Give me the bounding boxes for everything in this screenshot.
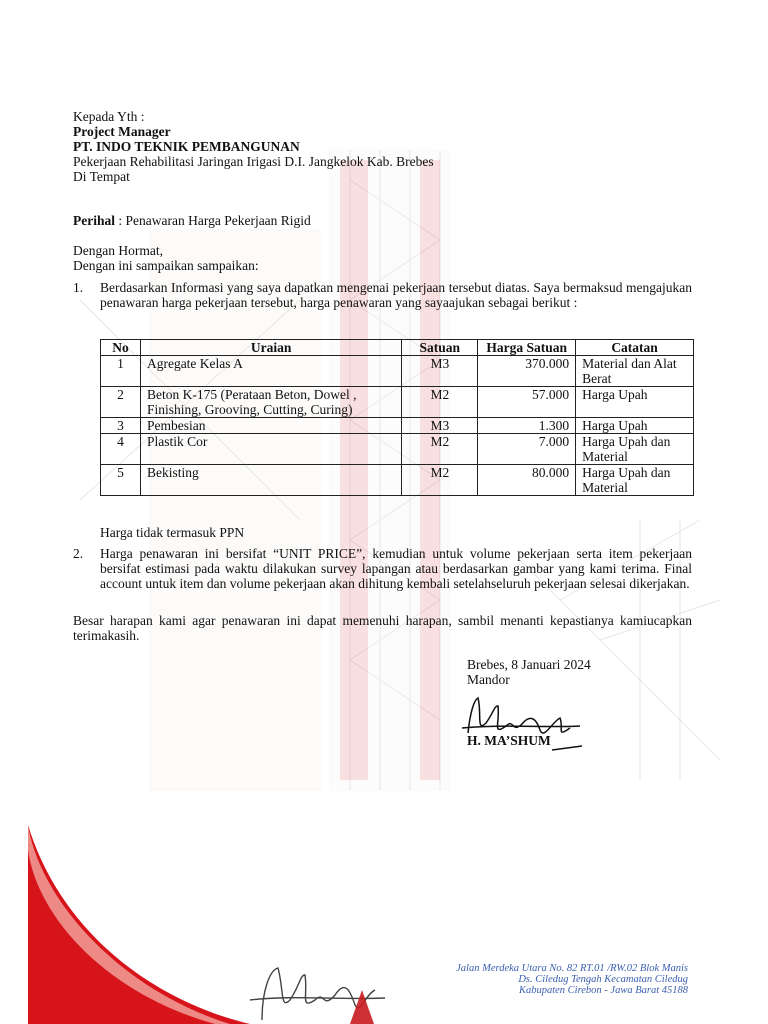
cell-uraian: Beton K-175 (Perataan Beton, Dowel , Finishing, Grooving, Cutting, Curing) <box>140 387 401 418</box>
intro-text: Dengan ini sampaikan sampaikan: <box>73 258 259 273</box>
greeting: Dengan Hormat, <box>73 243 163 258</box>
cell-uraian: Pembesian <box>140 418 401 434</box>
tax-note: Harga tidak termasuk PPN <box>100 525 245 540</box>
header-catatan: Catatan <box>576 340 694 356</box>
point-1-number: 1. <box>73 280 84 295</box>
cell-no: 5 <box>101 465 141 496</box>
cell-harga: 1.300 <box>478 418 576 434</box>
signer-name: H. MA’SHUM <box>467 733 551 748</box>
subject-label: Perihal <box>73 213 115 228</box>
subject-line <box>73 213 311 228</box>
cell-satuan: M2 <box>402 465 478 496</box>
cell-catatan: Harga Upah <box>576 387 694 418</box>
letter-date: Brebes, 8 Januari 2024 <box>467 657 591 672</box>
header-uraian: Uraian <box>140 340 401 356</box>
cell-satuan: M3 <box>402 356 478 387</box>
cell-uraian: Agregate Kelas A <box>140 356 401 387</box>
recipient-title: Project Manager <box>73 124 171 139</box>
price-table <box>100 339 694 496</box>
cell-no: 1 <box>101 356 141 387</box>
recipient-place: Di Tempat <box>73 169 130 184</box>
point-2-number: 2. <box>73 546 84 561</box>
table-header-row <box>101 340 694 356</box>
recipient-company: PT. INDO TEKNIK PEMBANGUNAN <box>73 139 300 154</box>
cell-catatan: Harga Upah <box>576 418 694 434</box>
cell-harga: 80.000 <box>478 465 576 496</box>
table-row <box>101 418 694 434</box>
point-2-text: Harga penawaran ini bersifat “UNIT PRICE”, kemudian untuk volume pekerjaan serta item pekerjaan bersifat estimasi pada waktu dilakukan survey lapangan atau berdasarkan gambar yang kami terima. Final account untuk item dan volume pekerjaan akan dihitung kembali setelahseluruh pekerjaan selesai dikerjakan. <box>100 546 692 591</box>
cell-catatan: Material dan Alat Berat <box>576 356 694 387</box>
cell-catatan: Harga Upah dan Material <box>576 434 694 465</box>
address-line-1: Jalan Merdeka Utara No. 82 RT.01 /RW.02 Blok Manis <box>456 963 688 974</box>
cell-harga: 57.000 <box>478 387 576 418</box>
header-harga-satuan: Harga Satuan <box>478 340 576 356</box>
signer-role: Mandor <box>467 672 510 687</box>
cell-catatan: Harga Upah dan Material <box>576 465 694 496</box>
cell-no: 2 <box>101 387 141 418</box>
recipient-salutation: Kepada Yth : <box>73 109 145 124</box>
address-line-2: Ds. Ciledug Tengah Kecamatan Ciledug <box>518 974 688 985</box>
subject-text: : Penawaran Harga Pekerjaan Rigid <box>115 213 311 228</box>
closing-text: Besar harapan kami agar penawaran ini dapat memenuhi harapan, sambil menanti kepastianya kamiucapkan terimakasih. <box>73 613 692 643</box>
cell-harga: 7.000 <box>478 434 576 465</box>
table-row <box>101 465 694 496</box>
footer-address <box>456 963 688 996</box>
cell-harga: 370.000 <box>478 356 576 387</box>
cell-no: 3 <box>101 418 141 434</box>
header-no: No <box>101 340 141 356</box>
header-satuan: Satuan <box>402 340 478 356</box>
table-row <box>101 434 694 465</box>
point-1-text: Berdasarkan Informasi yang saya dapatkan mengenai pekerjaan tersebut diatas. Saya bermaksud mengajukan penawaran harga pekerjaan tersebut, harga penawaran yang sayaajukan sebagai berikut : <box>100 280 692 310</box>
cell-uraian: Plastik Cor <box>140 434 401 465</box>
table-row <box>101 387 694 418</box>
cell-satuan: M3 <box>402 418 478 434</box>
cell-satuan: M2 <box>402 387 478 418</box>
cell-no: 4 <box>101 434 141 465</box>
cell-satuan: M2 <box>402 434 478 465</box>
address-line-3: Kabupaten Cirebon - Jawa Barat 45188 <box>518 985 688 996</box>
project-name: Pekerjaan Rehabilitasi Jaringan Irigasi D.I. Jangkelok Kab. Brebes <box>73 154 434 169</box>
cell-uraian: Bekisting <box>140 465 401 496</box>
table-row <box>101 356 694 387</box>
